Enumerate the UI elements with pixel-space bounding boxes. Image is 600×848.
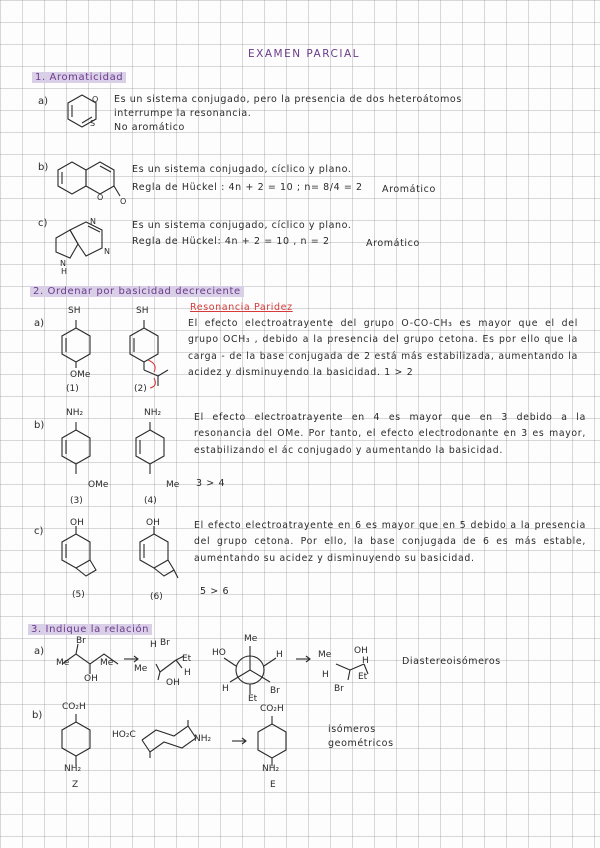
page-title: EXAMEN PARCIAL [248, 48, 360, 60]
compound-1-sh: SH [68, 306, 81, 316]
z-nh2: NH₂ [64, 764, 82, 774]
chair-ho2c: HO₂C [112, 730, 136, 740]
newman-projection [220, 644, 280, 696]
compound-4-nh2: NH₂ [144, 408, 162, 418]
wedge-br: Br [334, 684, 344, 694]
compound-3-nh2: NH₂ [66, 408, 84, 418]
item-2b-order: 3 > 4 [196, 478, 226, 489]
newman-ho: HO [212, 648, 226, 658]
compound-6-label: (6) [150, 592, 163, 602]
svg-text:O: O [97, 193, 104, 202]
sawhorse-me: Me [134, 664, 148, 674]
item-3b-result-line1: isómeros [328, 724, 376, 735]
sawhorse-et: Et [182, 654, 192, 664]
cyclohexane-e-structure [252, 714, 292, 768]
item-1b-line2: Regla de Hückel : 4n + 2 = 10 ; n= 8/4 = 2 [132, 182, 363, 193]
newman-br: Br [270, 686, 280, 696]
e-label: E [270, 780, 276, 790]
item-3b-letter: b) [32, 710, 43, 721]
wedge-h2: H [322, 670, 329, 680]
z-co2h: CO₂H [62, 702, 86, 712]
svg-text:S: S [90, 119, 96, 128]
newman-me: Me [244, 634, 258, 644]
item-2c-order: 5 > 6 [200, 586, 230, 597]
section-2-header: 2. Ordenar por basicidad decreciente [30, 286, 244, 297]
thiopyran-structure [64, 92, 100, 132]
wedge-oh: OH [354, 646, 368, 656]
arrow-2-icon [294, 654, 314, 664]
compound-6-oh: OH [146, 518, 160, 528]
item-2b-explanation: El efecto electroatrayente en 4 es mayor que en 3 debido a la resonancia del OMe. Por tanto, el efecto electrodonante en 3 es mayor, estabilizando el ác conjugado y aumentando la basicidad. [194, 412, 586, 456]
zigzag-br: Br [76, 636, 86, 646]
compound-3-structure [56, 412, 96, 482]
item-2c-letter: c) [34, 526, 44, 537]
compound-3-ome: OMe [88, 480, 109, 490]
newman-h1: H [276, 650, 283, 660]
sawhorse-oh: OH [166, 678, 180, 688]
item-1c-letter: c) [38, 218, 48, 229]
item-1c-result: Aromático [366, 238, 420, 249]
pyrrolopyrimidine-structure [52, 217, 122, 276]
item-1a-line3: No aromático [114, 122, 185, 133]
svg-text:H: H [61, 267, 68, 276]
compound-4-me: Me [166, 480, 180, 490]
z-label: Z [72, 780, 79, 790]
section-1-header: 1. Aromaticidad [32, 72, 126, 83]
zigzag-oh: OH [84, 674, 98, 684]
section-3-header: 3. Indique la relación [28, 624, 152, 635]
wedge-h1: H [362, 656, 369, 666]
compound-2-label: (2) [134, 384, 147, 394]
compound-1-label: (1) [66, 384, 79, 394]
wedge-et: Et [358, 672, 368, 682]
item-1b-letter: b) [38, 162, 49, 173]
compound-2-structure [124, 310, 174, 390]
newman-h2: H [222, 684, 229, 694]
item-1b-result: Aromático [382, 184, 436, 195]
compound-5-structure [56, 520, 106, 590]
item-3a-letter: a) [34, 646, 45, 657]
compound-3-label: (3) [70, 496, 83, 506]
svg-text:N: N [90, 217, 96, 226]
item-1b-line1: Es un sistema conjugado, cíclico y plano. [132, 164, 352, 175]
zigzag-me2: Me [100, 658, 114, 668]
item-2b-letter: b) [34, 420, 45, 431]
svg-text:O: O [120, 197, 127, 206]
item-1a-line2: interrumpe la resonancia. [114, 108, 252, 119]
arrow-1-icon [122, 654, 142, 664]
item-2a-explanation: El efecto electroatrayente del grupo O-CO-CH₃ es mayor que el del grupo OCH₃ , debido a la presencia del grupo cetona. Es por ello que la carga - de la base conjugada de 2 está más estabilizada, aumentando la acidez y disminuyendo la basicidad. 1 > 2 [188, 318, 578, 378]
item-3a-result: Diastereoisómeros [402, 656, 501, 667]
coumarin-structure [56, 158, 127, 206]
svg-text:O: O [92, 95, 99, 104]
item-2c-explanation: El efecto electroatrayente en 6 es mayor que en 5 debido a la presencia del grupo cetona. Por ello, la base conjugada de 6 es más estable, aumentando su acidez y disminuyendo su basicidad. [194, 520, 586, 564]
sawhorse-h1: H [150, 640, 157, 650]
arrow-3-icon [230, 736, 250, 746]
svg-text:N: N [104, 247, 110, 256]
sawhorse-h2: H [184, 668, 191, 678]
compound-4-structure [130, 412, 170, 482]
item-2a-letter: a) [34, 318, 45, 329]
compound-5-oh: OH [70, 518, 84, 528]
compound-4-label: (4) [144, 496, 157, 506]
chair-nh2: NH₂ [194, 734, 212, 744]
compound-5-label: (5) [72, 590, 85, 600]
item-3b-result-line2: geométricos [328, 738, 394, 749]
item-1c-line2: Regla de Hückel: 4n + 2 = 10 , n = 2 [132, 236, 330, 247]
wedge-me: Me [318, 650, 332, 660]
item-1c-line1: Es un sistema conjugado, cíclico y plano. [132, 220, 352, 231]
svg-text:N: N [60, 259, 66, 268]
compound-6-structure [134, 520, 184, 596]
e-nh2: NH₂ [262, 764, 280, 774]
sawhorse-br: Br [160, 638, 170, 648]
zigzag-me1: Me [56, 658, 70, 668]
compound-2-sh: SH [136, 306, 149, 316]
e-co2h: CO₂H [260, 704, 284, 714]
newman-et: Et [248, 694, 258, 704]
item-1a-line1: Es un sistema conjugado, pero la presencia de dos heteroátomos [114, 94, 462, 105]
resonance-note: Resonancia Paridez [190, 302, 293, 313]
compound-1-ome: OMe [70, 370, 91, 380]
item-1a-letter: a) [38, 96, 49, 107]
